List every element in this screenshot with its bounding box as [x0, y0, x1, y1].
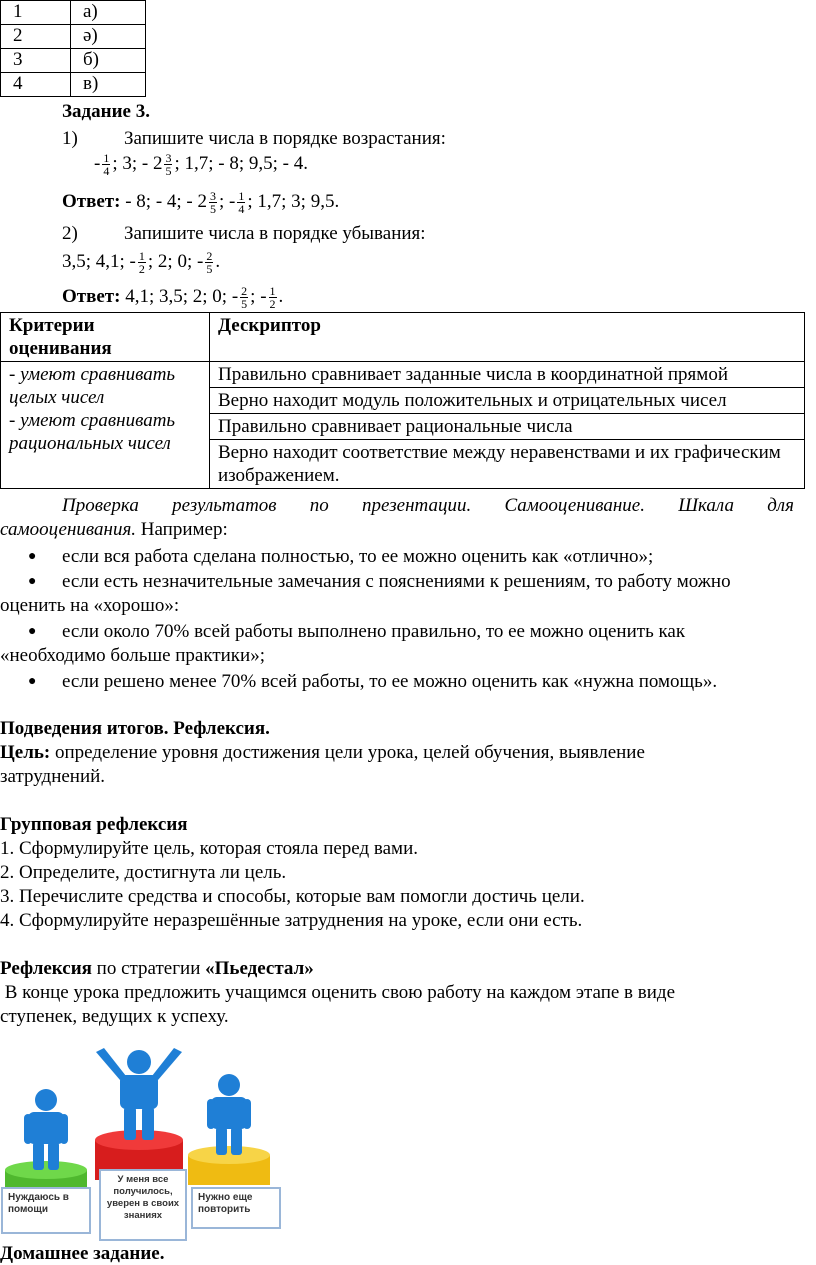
fraction: $\frac{1}{4}$	[238, 189, 245, 217]
row-letter: б)	[71, 49, 146, 73]
list-item: если есть незначительные замечания с пояснениями к решениям, то работу можно	[62, 571, 731, 592]
person-right-icon	[207, 1074, 251, 1155]
descriptor-cell: Правильно сравнивает рациональные числа	[210, 414, 805, 440]
descriptor-cell: Правильно сравнивает заданные числа в координатной прямой	[210, 362, 805, 388]
row-number: 2	[1, 25, 71, 49]
group-item: 3. Перечислите средства и способы, которые вам помогли достичь цели.	[0, 886, 585, 907]
descriptor-cell: Верно находит модуль положительных и отрицательных чисел	[210, 388, 805, 414]
list-item-continuation: «необходимо больше практики»;	[0, 645, 265, 666]
row-number: 1	[1, 1, 71, 25]
question-number: 1)	[62, 128, 78, 149]
fraction: $\frac{2}{5}$	[206, 249, 213, 277]
numbers-row-2: 3,5; 4,1; - $\frac{1}{2}$ ; 2; 0; - $\frac{2}{5}$ .	[62, 249, 221, 277]
person-left-icon	[24, 1089, 68, 1170]
group-item: 4. Сформулируйте неразрешённые затруднения на уроке, если они есть.	[0, 910, 583, 931]
numbers-row-1: - $\frac{1}{4}$ ; 3; - 2 $\frac{3}{5}$ ; 1,7; - 8; 9,5; - 4.	[94, 151, 308, 179]
row-number: 3	[1, 49, 71, 73]
list-item: если решено менее 70% всей работы, то ее можно оценить как «нужна помощь».	[62, 671, 718, 692]
fraction: $\frac{1}{2}$	[138, 249, 145, 277]
pedestal-line: ступенек, ведущих к успеху.	[0, 1006, 229, 1027]
summary-title: Подведения итогов. Рефлексия.	[0, 718, 270, 739]
task-title: Задание 3.	[62, 101, 150, 122]
fraction: $\frac{3}{5}$	[210, 189, 217, 217]
list-item: если около 70% всей работы выполнено правильно, то ее можно оценить как	[62, 621, 686, 642]
yellow-platform	[188, 1146, 270, 1185]
pedestal-line: В конце урока предложить учащимся оценить свою работу на каждом этапе в виде	[0, 982, 676, 1003]
pedestal-illustration	[0, 1040, 290, 1245]
table-row	[1, 1, 146, 25]
check-line-1: Проверка результатов по презентации. Самооценивание. Шкала для	[62, 495, 794, 516]
table-row	[1, 49, 146, 73]
fraction: $\frac{1}{4}$	[103, 151, 110, 179]
list-item-continuation: оценить на «хорошо»:	[0, 595, 180, 616]
row-number: 4	[1, 73, 71, 97]
criteria-table	[0, 312, 805, 489]
row-letter: ә)	[71, 25, 146, 49]
criteria-cell: - умеют сравнивать целых чисел - умеют сравнивать рациональных чисел	[1, 362, 210, 489]
table-row	[1, 73, 146, 97]
row-letter: в)	[71, 73, 146, 97]
answer-table	[0, 0, 146, 97]
list-item: если вся работа сделана полностью, то ее можно оценить как «отлично»;	[62, 546, 654, 567]
label-repeat: Нужно еще повторить	[198, 1192, 253, 1215]
row-letter: а)	[71, 1, 146, 25]
goal-line: Цель: определение уровня достижения цели урока, целей обучения, выявление	[0, 742, 645, 763]
table-header-row	[1, 313, 805, 362]
goal-line-2: затруднений.	[0, 766, 106, 787]
bullet-icon: ●	[28, 574, 37, 589]
fraction: $\frac{2}{5}$	[241, 284, 248, 312]
fraction: $\frac{1}{2}$	[269, 284, 276, 312]
homework-title: Домашнее задание.	[0, 1243, 165, 1264]
person-winner-icon	[96, 1048, 182, 1140]
pedestal-title: Рефлексия по стратегии «Пьедестал»	[0, 958, 314, 979]
answer-2: Ответ: 4,1; 3,5; 2; 0; - $\frac{2}{5}$ ; - $\frac{1}{2}$ .	[62, 284, 284, 312]
bullet-icon: ●	[28, 624, 37, 639]
label-need-help: Нуждаюсь в помощи	[8, 1192, 69, 1215]
label-success: У меня все получилось, уверен в своих знаниях	[106, 1174, 180, 1221]
check-line-2: самооценивания. Например:	[0, 519, 228, 540]
group-item: 1. Сформулируйте цель, которая стояла перед вами.	[0, 838, 418, 859]
question-2	[62, 222, 426, 245]
criteria-header: Критерии оценивания	[1, 313, 210, 362]
bullet-icon: ●	[28, 674, 37, 689]
question-number: 2)	[62, 223, 78, 244]
question-text: Запишите числа в порядке возрастания:	[124, 128, 446, 149]
bullet-icon: ●	[28, 549, 37, 564]
group-item: 2. Определите, достигнута ли цель.	[0, 862, 287, 883]
group-title: Групповая рефлексия	[0, 814, 188, 835]
table-row	[1, 362, 805, 388]
descriptor-cell: Верно находит соответствие между неравенствами и их графическим изображением.	[210, 440, 805, 489]
question-text: Запишите числа в порядке убывания:	[124, 223, 426, 244]
fraction: $\frac{3}{5}$	[165, 151, 172, 179]
answer-1: Ответ: - 8; - 4; - 2 $\frac{3}{5}$ ; - $\frac{1}{4}$ ; 1,7; 3; 9,5.	[62, 189, 340, 217]
table-row	[1, 25, 146, 49]
descriptor-header: Дескриптор	[210, 313, 805, 362]
question-1	[62, 127, 446, 150]
